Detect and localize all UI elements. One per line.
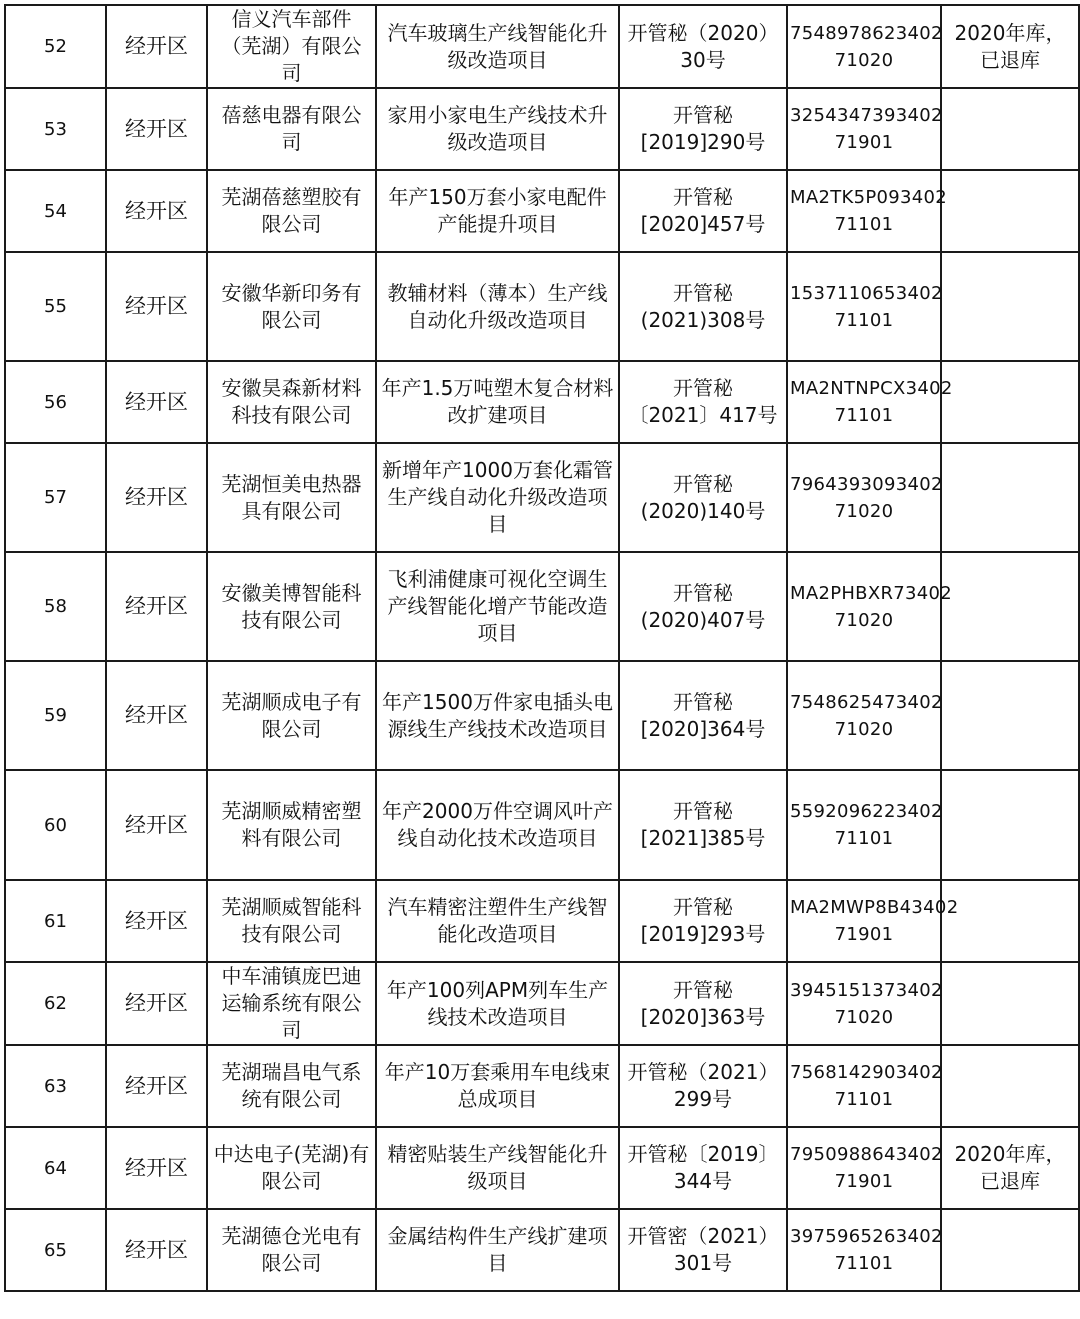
approval-document-cell xyxy=(619,443,787,552)
project-name-cell: 年产1.5万吨塑木复合材料改扩建项目 xyxy=(376,361,619,443)
project-name-cell: 年产2000万件空调风叶产线自动化技术改造项目 xyxy=(376,770,619,880)
row-number-cell: 59 xyxy=(5,661,106,770)
credit-code-cell xyxy=(787,552,953,661)
approval-document-line: 开管秘（2021） xyxy=(627,1060,779,1084)
approval-document-line: [2019]290号 xyxy=(640,130,766,154)
credit-code-line: MA2PHBXR73402 xyxy=(790,582,953,604)
approval-document-cell xyxy=(619,252,787,361)
project-name-cell: 年产1500万件家电插头电源线生产线技术改造项目 xyxy=(376,661,619,770)
zone-cell: 经开区 xyxy=(106,361,207,443)
approval-document-line: 开管秘 xyxy=(673,977,733,1002)
project-name-cell: 年产100列APM列车生产线技术改造项目 xyxy=(376,962,619,1045)
credit-code-cell xyxy=(787,170,948,252)
table-row xyxy=(5,361,1079,443)
remark-cell xyxy=(941,252,1079,361)
company-name-cell: 芜湖德仓光电有限公司 xyxy=(207,1209,376,1291)
credit-code-line: 71020 xyxy=(834,500,894,522)
approval-document-line: [2020]363号 xyxy=(640,1004,766,1029)
zone-cell: 经开区 xyxy=(106,170,207,252)
row-number-cell: 56 xyxy=(5,361,106,443)
approval-document-cell xyxy=(619,88,787,170)
remark-cell xyxy=(941,962,1079,1045)
table-row xyxy=(5,252,1079,361)
row-number-cell: 55 xyxy=(5,252,106,361)
approval-document-cell xyxy=(619,770,787,880)
approval-document-cell xyxy=(619,1045,787,1127)
zone-cell: 经开区 xyxy=(106,88,207,170)
credit-code-cell xyxy=(787,5,941,88)
credit-code-line: MA2MWP8B43402 xyxy=(790,897,959,918)
credit-code-line: 3975965263402 xyxy=(790,1226,943,1247)
credit-code-line: 7548978623402 xyxy=(790,22,943,44)
credit-code-line: 71020 xyxy=(834,609,894,631)
approval-document-line: [2019]293号 xyxy=(640,922,766,946)
approval-document-cell xyxy=(619,5,787,88)
row-number-cell: 57 xyxy=(5,443,106,552)
approval-document-cell xyxy=(619,661,787,770)
row-number-cell: 54 xyxy=(5,170,106,252)
credit-code-line: 7964393093402 xyxy=(790,473,943,495)
credit-code-line: 5592096223402 xyxy=(790,801,943,822)
credit-code-line: MA2NTNPCX3402 xyxy=(790,378,953,399)
credit-code-line: 71020 xyxy=(834,49,894,71)
approval-document-cell xyxy=(619,170,787,252)
project-name-cell: 年产10万套乘用车电线束总成项目 xyxy=(376,1045,619,1127)
row-number-cell: 52 xyxy=(5,5,106,88)
approval-document-line: 开管秘（2020） xyxy=(627,20,779,45)
company-name-cell: 芜湖顺威智能科技有限公司 xyxy=(207,880,376,962)
credit-code-line: 71901 xyxy=(834,132,894,153)
approval-document-line: 开管密（2021） xyxy=(627,1224,779,1248)
approval-document-cell xyxy=(619,962,787,1045)
remark-cell xyxy=(941,1045,1079,1127)
credit-code-line: 71101 xyxy=(834,828,894,849)
approval-document-line: 30号 xyxy=(680,47,726,72)
table-row xyxy=(5,770,1079,880)
project-name-cell: 年产150万套小家电配件产能提升项目 xyxy=(376,170,619,252)
row-number-cell: 58 xyxy=(5,552,106,661)
credit-code-line: 71101 xyxy=(834,1089,894,1110)
row-number-cell: 61 xyxy=(5,880,106,962)
table-body xyxy=(5,5,1079,1291)
zone-cell: 经开区 xyxy=(106,5,207,88)
credit-code-cell xyxy=(787,443,941,552)
approval-document-line: 开管秘〔2019〕 xyxy=(627,1142,779,1166)
table-row xyxy=(5,88,1079,170)
remark-cell xyxy=(941,88,1079,170)
row-number-cell: 62 xyxy=(5,962,106,1045)
company-name-cell: 芜湖蓓慈塑胶有限公司 xyxy=(207,170,376,252)
credit-code-line: 71101 xyxy=(834,405,894,426)
table-row xyxy=(5,443,1079,552)
table-row xyxy=(5,1045,1079,1127)
credit-code-line: 3945151373402 xyxy=(790,979,943,1001)
company-name-cell: 中达电子(芜湖)有限公司 xyxy=(207,1127,376,1209)
row-number-cell: 65 xyxy=(5,1209,106,1291)
credit-code-cell xyxy=(787,361,953,443)
credit-code-line: 71020 xyxy=(834,1006,894,1028)
remark-cell xyxy=(941,552,1079,661)
table-row xyxy=(5,1127,1079,1209)
project-name-cell: 金属结构件生产线扩建项目 xyxy=(376,1209,619,1291)
credit-code-cell xyxy=(787,962,941,1045)
row-number-cell: 53 xyxy=(5,88,106,170)
approval-document-line: (2020)140号 xyxy=(640,498,766,523)
approval-document-line: [2020]457号 xyxy=(640,212,766,236)
table-row xyxy=(5,552,1079,661)
credit-code-line: 7950988643402 xyxy=(790,1144,943,1165)
credit-code-line: 71101 xyxy=(834,309,894,331)
company-name-cell: 安徽美博智能科技有限公司 xyxy=(207,552,376,661)
table-row xyxy=(5,661,1079,770)
company-name-cell: 芜湖恒美电热器具有限公司 xyxy=(207,443,376,552)
remark-cell xyxy=(941,170,1079,252)
table-row xyxy=(5,170,1079,252)
company-name-cell: 中车浦镇庞巴迪运输系统有限公司 xyxy=(207,962,376,1045)
credit-code-line: 1537110653402 xyxy=(790,282,943,304)
project-name-cell: 飞利浦健康可视化空调生产线智能化增产节能改造项目 xyxy=(376,552,619,661)
approval-document-line: [2020]364号 xyxy=(640,716,766,741)
table-row xyxy=(5,5,1079,88)
approval-document-cell xyxy=(619,361,787,443)
zone-cell: 经开区 xyxy=(106,443,207,552)
approval-document-cell xyxy=(619,1127,787,1209)
zone-cell: 经开区 xyxy=(106,962,207,1045)
row-number-cell: 60 xyxy=(5,770,106,880)
credit-code-line: 71020 xyxy=(834,718,894,740)
project-name-cell: 教辅材料（薄本）生产线自动化升级改造项目 xyxy=(376,252,619,361)
credit-code-cell xyxy=(787,88,941,170)
approval-document-line: 〔2021〕417号 xyxy=(628,403,778,427)
approval-document-line: 开管秘 xyxy=(673,580,733,605)
company-name-cell: 安徽华新印务有限公司 xyxy=(207,252,376,361)
row-number-cell: 64 xyxy=(5,1127,106,1209)
zone-cell: 经开区 xyxy=(106,1045,207,1127)
remark-cell xyxy=(941,1209,1079,1291)
zone-cell: 经开区 xyxy=(106,880,207,962)
zone-cell: 经开区 xyxy=(106,252,207,361)
credit-code-cell xyxy=(787,1209,941,1291)
project-list-table-sheet xyxy=(4,4,1078,1304)
row-number-cell: 63 xyxy=(5,1045,106,1127)
project-name-cell: 新增年产1000万套化霜管生产线自动化升级改造项目 xyxy=(376,443,619,552)
approval-document-line: [2021]385号 xyxy=(640,826,766,850)
approval-document-cell xyxy=(619,880,787,962)
zone-cell: 经开区 xyxy=(106,1127,207,1209)
credit-code-cell xyxy=(787,661,941,770)
zone-cell: 经开区 xyxy=(106,1209,207,1291)
remark-cell xyxy=(941,770,1079,880)
company-name-cell: 芜湖顺成电子有限公司 xyxy=(207,661,376,770)
table-row xyxy=(5,962,1079,1045)
zone-cell: 经开区 xyxy=(106,661,207,770)
remark-cell xyxy=(941,443,1079,552)
credit-code-cell xyxy=(787,770,941,880)
approval-document-line: 开管秘 xyxy=(673,689,733,714)
approval-document-line: (2020)407号 xyxy=(640,607,766,632)
approval-document-line: 开管秘 xyxy=(673,185,733,209)
zone-cell: 经开区 xyxy=(106,770,207,880)
approval-document-line: 开管秘 xyxy=(673,376,733,400)
approval-document-line: 开管秘 xyxy=(673,280,733,305)
approval-document-line: 开管秘 xyxy=(673,471,733,496)
remark-cell xyxy=(941,661,1079,770)
credit-code-cell xyxy=(787,252,941,361)
company-name-cell: 芜湖顺威精密塑料有限公司 xyxy=(207,770,376,880)
table-row xyxy=(5,1209,1079,1291)
project-name-cell: 汽车精密注塑件生产线智能化改造项目 xyxy=(376,880,619,962)
approval-document-line: 344号 xyxy=(673,1169,733,1193)
approval-document-line: 299号 xyxy=(673,1087,733,1111)
company-name-cell: 信义汽车部件（芜湖）有限公司 xyxy=(207,5,376,88)
credit-code-line: 71101 xyxy=(834,1253,894,1274)
remark-cell: 2020年库，已退库 xyxy=(941,5,1079,88)
credit-code-cell xyxy=(787,1127,941,1209)
company-name-cell: 安徽昊森新材料科技有限公司 xyxy=(207,361,376,443)
project-name-cell: 汽车玻璃生产线智能化升级改造项目 xyxy=(376,5,619,88)
approval-document-line: 开管秘 xyxy=(673,103,733,127)
approval-document-line: 开管秘 xyxy=(673,895,733,919)
credit-code-line: 71901 xyxy=(834,924,894,945)
remark-cell xyxy=(941,361,1079,443)
remark-cell: 2020年库，已退库 xyxy=(941,1127,1079,1209)
approval-document-line: 301号 xyxy=(673,1251,733,1275)
credit-code-line: 7548625473402 xyxy=(790,691,943,713)
approval-document-cell xyxy=(619,1209,787,1291)
project-name-cell: 精密贴装生产线智能化升级项目 xyxy=(376,1127,619,1209)
credit-code-line: 71101 xyxy=(834,214,894,235)
company-name-cell: 芜湖瑞昌电气系统有限公司 xyxy=(207,1045,376,1127)
table-row xyxy=(5,880,1079,962)
credit-code-line: 71901 xyxy=(834,1171,894,1192)
approval-document-line: (2021)308号 xyxy=(640,307,766,332)
remark-cell xyxy=(941,880,1079,962)
approval-document-cell xyxy=(619,552,787,661)
project-name-cell: 家用小家电生产线技术升级改造项目 xyxy=(376,88,619,170)
zone-cell: 经开区 xyxy=(106,552,207,661)
credit-code-cell xyxy=(787,880,959,962)
credit-code-line: 7568142903402 xyxy=(790,1062,943,1083)
project-list-table xyxy=(4,4,1080,1292)
approval-document-line: 开管秘 xyxy=(673,799,733,823)
credit-code-cell xyxy=(787,1045,941,1127)
company-name-cell: 蓓慈电器有限公司 xyxy=(207,88,376,170)
credit-code-line: MA2TK5P093402 xyxy=(790,187,948,208)
credit-code-line: 3254347393402 xyxy=(790,105,943,126)
